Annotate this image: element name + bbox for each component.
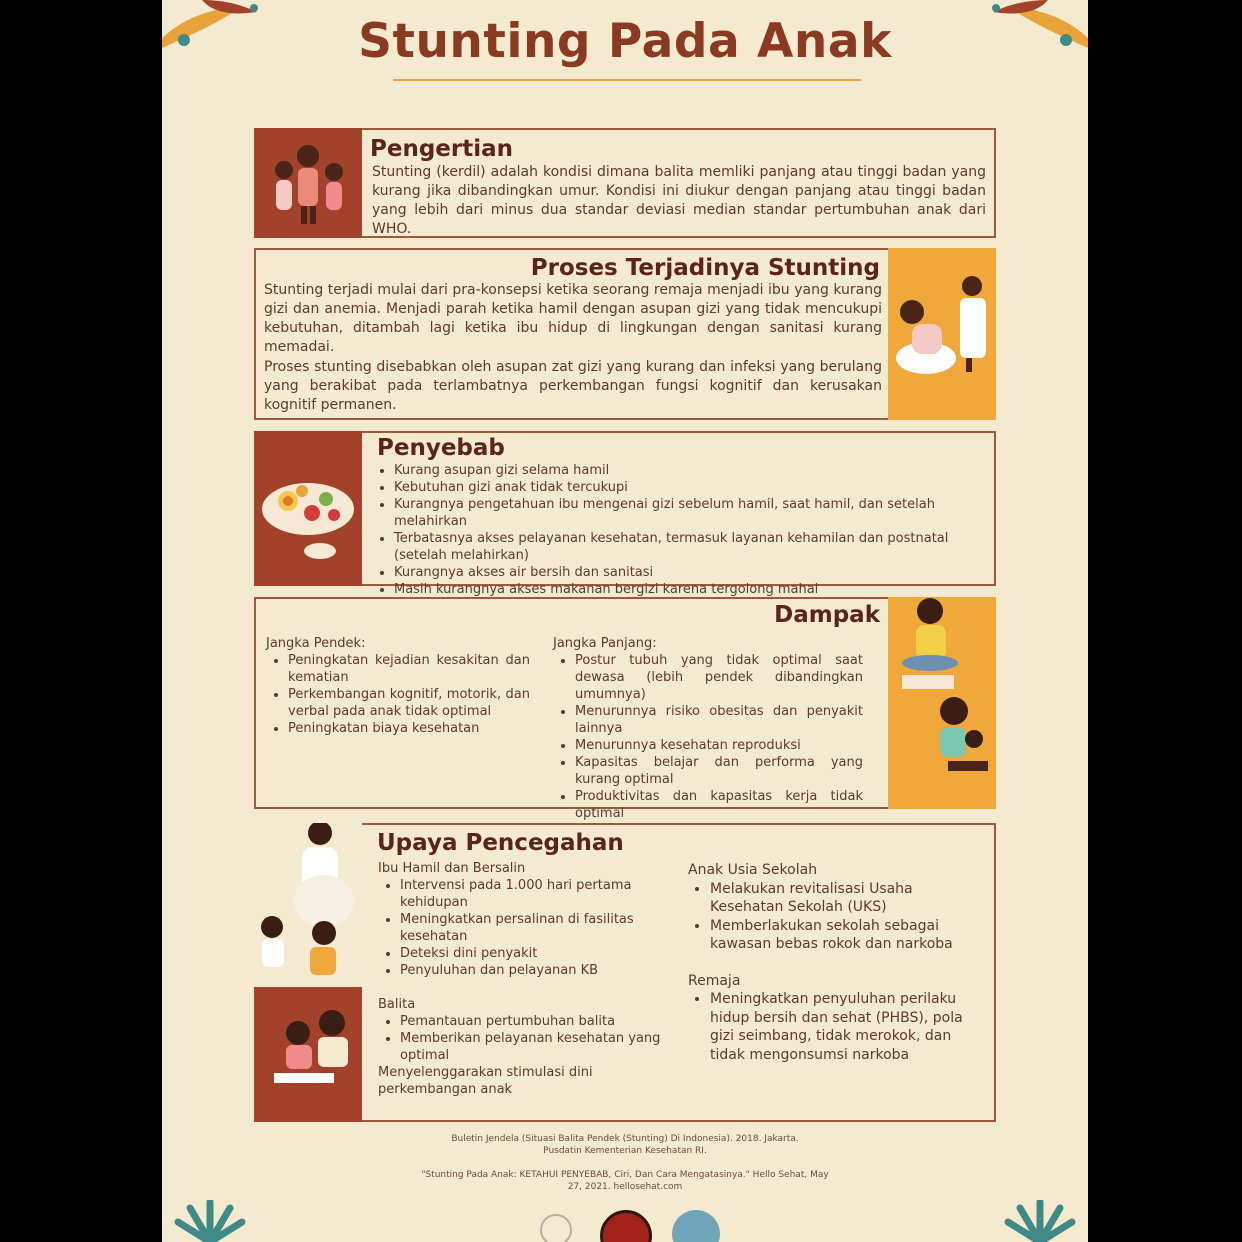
list-item: • Melakukan revitalisasi Usaha Kesehatan Sekolah (UKS) [710,880,984,917]
list-item: • Meningkatkan persalinan di fasilitas kesehatan [400,911,674,945]
dampak-short-term [266,635,530,737]
list-item: • Kebutuhan gizi anak tidak tercukupi [394,479,984,496]
list-item: • Memberikan pelayanan kesehatan yang optimal [400,1030,674,1064]
doctor-patient-illustration-icon [888,248,996,420]
page-title: Stunting Pada Anak [358,14,892,69]
card-upaya [254,823,996,1122]
list-item: • Kurangnya akses air bersih dan sanitasi [394,564,984,581]
dampak-long-term [553,635,863,822]
heading-upaya: Upaya Pencegahan [377,830,624,856]
dampak-short-label: Jangka Pendek: [266,636,366,651]
list-item: • Peningkatan biaya kesehatan [288,720,530,737]
upaya-ibu-label: Ibu Hamil dan Bersalin [378,861,526,876]
list-item: • Terbatasnya akses pelayanan kesehatan, termasuk layanan kehamilan dan postnatal (setelah melahirkan) [394,530,984,564]
children-playing-illustration-icon [888,597,996,809]
reference-1: Buletin Jendela (Situasi Balita Pendek (Stunting) Di Indonesia). 2018. Jakarta. Pusdatin Kementerian Kesehatan RI. [451,1134,799,1156]
list-item: • Peningkatan kejadian kesakitan dan kematian [288,652,530,686]
card-proses [254,248,996,420]
list-item: • Meningkatkan penyuluhan perilaku hidup bersih dan sehat (PHBS), pola gizi seimbang, tidak merokok, dan tidak mengonsumsi narkoba [710,990,984,1064]
reference-2: "Stunting Pada Anak: KETAHUI PENYEBAB, Ciri, Dan Cara Mengatasinya." Hello Sehat, May 27, 2021. hellosehat.com [421,1170,829,1192]
leaf-decoration-left-icon [170,1200,250,1242]
list-item: • Masih kurangnya akses makanan bergizi karena tergolong mahal [394,581,984,598]
list-item: • Menurunnya kesehatan reproduksi [575,737,863,754]
mother-children-illustration-icon [254,823,362,1122]
upaya-balita-label: Balita [378,997,416,1012]
family-illustration-icon [254,128,362,238]
list-item: • Menurunnya risiko obesitas dan penyakit lainnya [575,703,863,737]
heading-penyebab: Penyebab [377,435,505,461]
list-item: • Kapasitas belajar dan performa yang kurang optimal [575,754,863,788]
penyebab-list [372,462,984,598]
list-item: • Pemantauan pertumbuhan balita [400,1013,674,1030]
card-penyebab [254,431,996,597]
card-pengertian [254,128,996,238]
logo-university-icon [540,1214,572,1242]
heading-proses: Proses Terjadinya Stunting [530,255,880,281]
heading-pengertian: Pengertian [370,136,514,162]
heading-dampak: Dampak [774,602,880,628]
card-dampak [254,597,996,821]
list-item: • Postur tubuh yang tidak optimal saat dewasa (lebih pendek dibandingkan umumnya) [575,652,863,703]
list-item: • Kurangnya pengetahuan ibu mengenai gizi sebelum hamil, saat hamil, dan setelah melahirkan [394,496,984,530]
logo-organization-icon [600,1210,652,1242]
proses-paragraph-2: Proses stunting disebabkan oleh asupan zat gizi yang kurang dan infeksi yang berulang yang berakibat pada terlambatnya perkembangan fungsi kognitif dan kerusakan kognitif permanen. [264,359,882,413]
upaya-remaja-label: Remaja [688,972,741,989]
proses-paragraph-1: Stunting terjadi mulai dari pra-konsepsi ketika seorang remaja menjadi ibu yang kurang gizi dan anemia. Menjadi parah ketika hamil dengan asupan gizi yang tidak mencukupi kebutuhan, ditambah lagi ketika ibu hidup di lingkungan dengan sanitasi kurang memadai. [264,282,882,355]
dampak-long-label: Jangka Panjang: [553,636,657,651]
upaya-left-column [378,860,674,1098]
title-underline [393,79,861,81]
list-item: • Perkembangan kognitif, motorik, dan verbal pada anak tidak optimal [288,686,530,720]
list-item: • Memberlakukan sekolah sebagai kawasan bebas rokok dan narkoba [710,917,984,954]
list-item: • Produktivitas dan kapasitas kerja tidak optimal [575,788,863,822]
logo-community-icon [672,1210,720,1242]
upaya-right-column [688,861,984,1064]
food-bowl-illustration-icon [254,431,362,586]
upaya-balita-extra: Menyelenggarakan stimulasi dini perkembangan anak [378,1065,593,1097]
poster [162,0,1088,1242]
list-item: • Deteksi dini penyakit [400,945,674,962]
list-item: • Intervensi pada 1.000 hari pertama kehidupan [400,877,674,911]
list-item: • Penyuluhan dan pelayanan KB [400,962,674,979]
pengertian-text: Stunting (kerdil) adalah kondisi dimana balita memliki panjang atau tinggi badan yang kurang jika dibandingkan umur. Kondisi ini diukur dengan panjang atau tinggi badan yang lebih dari minus dua standar deviasi median standar pertumbuhan anak dari WHO. [372,164,986,237]
leaf-decoration-right-icon [1000,1200,1080,1242]
upaya-sekolah-label: Anak Usia Sekolah [688,862,818,878]
list-item: • Kurang asupan gizi selama hamil [394,462,984,479]
